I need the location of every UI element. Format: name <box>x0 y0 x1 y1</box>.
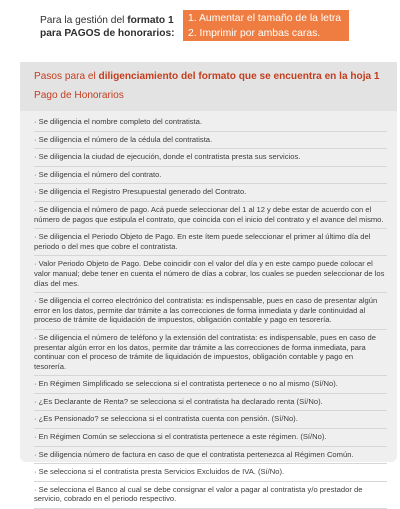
intro-prefix: Para la gestión del <box>40 15 128 26</box>
panel-subtitle: Pago de Honorarios <box>34 90 124 101</box>
instruction-item: 2. Imprimir por ambas caras. <box>188 27 321 39</box>
step-item: · Se diligencia el Registro Presupuestal generado del Contrato. <box>34 187 387 202</box>
panel-title-bold: diligenciamiento del formato que se encuentra en la hoja 1 <box>98 71 380 82</box>
steps-list <box>20 111 397 509</box>
intro-bold-format: formato 1 <box>127 15 174 26</box>
instruction-item: 1. Aumentar el tamaño de la letra <box>188 13 342 24</box>
intro-text <box>40 14 180 40</box>
step-item: · ¿Es Pensionado? se selecciona si el contratista cuenta con pensión. (Sí/No). <box>34 414 387 429</box>
step-item: · Se diligencia el número de pago. Acá puede seleccionar del 1 al 12 y debe estar de acuerdo con el número de pagos que estipula el contrato, que coincida con el inicio del contrato y el avance del mismo. <box>34 205 387 229</box>
step-item: · Se diligencia la ciudad de ejecución, donde el contratista presta sus servicios. <box>34 152 387 167</box>
step-item: · Se diligencia el correo electrónico del contratista: es indispensable, pues en caso de presentar algún error en los datos, permite dar trámite a las correcciones de forma inmediata y darle continuidad al proceso de trámite de liquidación de impuestos, obligación contable y pago en tesorería. <box>34 296 387 330</box>
step-item: · Se diligencia el número de la cédula del contratista. <box>34 135 387 150</box>
instructions-box <box>183 10 349 41</box>
steps-panel <box>20 62 397 504</box>
step-item: · ¿Es Declarante de Renta? se selecciona si el contratista ha declarado renta (Sí/No). <box>34 397 387 412</box>
intro-bold-payments: para PAGOS de honorarios: <box>40 28 175 39</box>
step-item: · Se diligencia el Periodo Objeto de Pago. En este ítem puede seleccionar el primer al último día del periodo o del mes que cobre el contratista. <box>34 232 387 256</box>
step-item: · Se diligencia el nombre completo del contratista. <box>34 117 387 132</box>
step-item: · En Régimen Común se selecciona si el contratista pertenece a este régimen. (Sí/No). <box>34 432 387 447</box>
panel-title <box>34 70 387 83</box>
step-item: · Se diligencia el número de teléfono y la extensión del contratista: es indispensable, pues en caso de presentar algún error en los datos, permite dar trámite a las correcciones de forma inmediata, para continuar con el proceso de trámite de liquidación de impuestos, obligación contable y pago en tesorería. <box>34 333 387 376</box>
step-item: · Se diligencia número de factura en caso de que el contratista pertenezca al Régimen Común. <box>34 450 387 465</box>
step-item: · Se selecciona si el contratista presta Servicios Excluidos de IVA. (Sí/No). <box>34 467 387 482</box>
step-item: · Se diligencia el número del contrato. <box>34 170 387 185</box>
step-item: · En Régimen Simplificado se selecciona si el contratista pertenece o no al mismo (Sí/No). <box>34 379 387 394</box>
step-item: · Valor Periodo Objeto de Pago. Debe coincidir con el valor del día y en este campo puede colocar el valor manual; debe tener en cuenta el número de días a cobrar, los cuales se pueden seleccionar de los días del mes. <box>34 259 387 293</box>
panel-header <box>20 62 397 111</box>
step-item: · Se selecciona el Banco al cual se debe consignar el valor a pagar al contratista y/o prestador de servicio, cobrado en el periodo respectivo. <box>34 485 387 509</box>
panel-title-prefix: Pasos para el <box>34 71 99 82</box>
